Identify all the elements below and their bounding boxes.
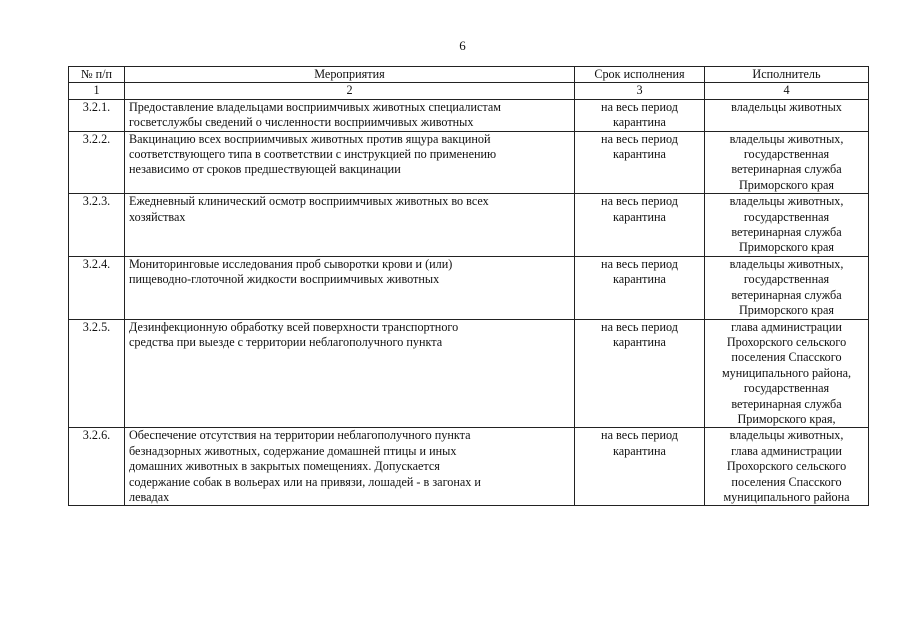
row-activity: Обеспечение отсутствия на территории неблагополучного пункта безнадзорных животных, содержание домашней птицы и иных домашних животных в закрытых помещениях. Допускается содержание собак в вольерах или на привязи, лошадей - в загонах и левадах	[129, 428, 481, 504]
table-row	[69, 99, 869, 131]
row-number: 3.2.1.	[69, 99, 125, 131]
row-term: на весь период карантина	[601, 99, 678, 130]
row-number: 3.2.3.	[69, 194, 125, 257]
header-number: № п/п	[69, 67, 125, 83]
row-activity: Вакцинацию всех восприимчивых животных против ящура вакциной соответствующего типа в соответствии с инструкцией по применению независимо от сроков предшествующей вакцинации	[129, 131, 497, 177]
row-executor: владельцы животных, глава администрации Прохорского сельского поселения Спасского муниципального района	[723, 428, 850, 504]
table-row	[69, 194, 869, 257]
table-row	[69, 319, 869, 428]
column-number: 1	[69, 83, 125, 99]
header-activities: Мероприятия	[125, 67, 575, 83]
row-executor: владельцы животных, государственная ветеринарная служба Приморского края	[729, 194, 844, 255]
row-activity: Ежедневный клинический осмотр восприимчивых животных во всех хозяйствах	[129, 194, 489, 224]
row-activity: Мониторинговые исследования проб сыворотки крови и (или) пищеводно-глоточной жидкости восприимчивых животных	[129, 256, 453, 287]
row-term: на весь период карантина	[601, 194, 678, 224]
row-term: на весь период карантина	[601, 319, 678, 349]
row-executor: владельцы животных, государственная ветеринарная служба Приморского края	[729, 256, 844, 318]
column-number: 3	[575, 83, 705, 99]
row-activity: Предоставление владельцами восприимчивых животных специалистам госветслужбы сведений о численности восприимчивых животных	[129, 99, 501, 130]
header-executor: Исполнитель	[705, 67, 869, 83]
row-activity: Дезинфекционную обработку всей поверхности транспортного средства при выезде с территории неблагополучного пункта	[129, 319, 459, 349]
row-number: 3.2.4.	[69, 256, 125, 319]
row-term: на весь период карантина	[601, 428, 678, 458]
row-executor: глава администрации Прохорского сельского поселения Спасского муниципального района, государственная ветеринарная служба Приморского края,	[721, 319, 852, 426]
column-number-row	[69, 83, 869, 99]
column-number: 4	[705, 83, 869, 99]
row-executor: владельцы животных, государственная ветеринарная служба Приморского края	[729, 131, 844, 192]
row-term: на весь период карантина	[601, 256, 678, 287]
header-term: Срок исполнения	[575, 67, 705, 83]
column-number: 2	[125, 83, 575, 99]
table-row	[69, 131, 869, 194]
row-number: 3.2.2.	[69, 131, 125, 194]
row-number: 3.2.6.	[69, 428, 125, 506]
activities-table	[68, 66, 869, 506]
row-term: на весь период карантина	[601, 131, 678, 162]
table-row	[69, 428, 869, 506]
row-number: 3.2.5.	[69, 319, 125, 428]
table-header-row	[69, 67, 869, 83]
table-row	[69, 256, 869, 319]
row-executor: владельцы животных	[731, 99, 842, 114]
page-number: 6	[459, 38, 466, 53]
